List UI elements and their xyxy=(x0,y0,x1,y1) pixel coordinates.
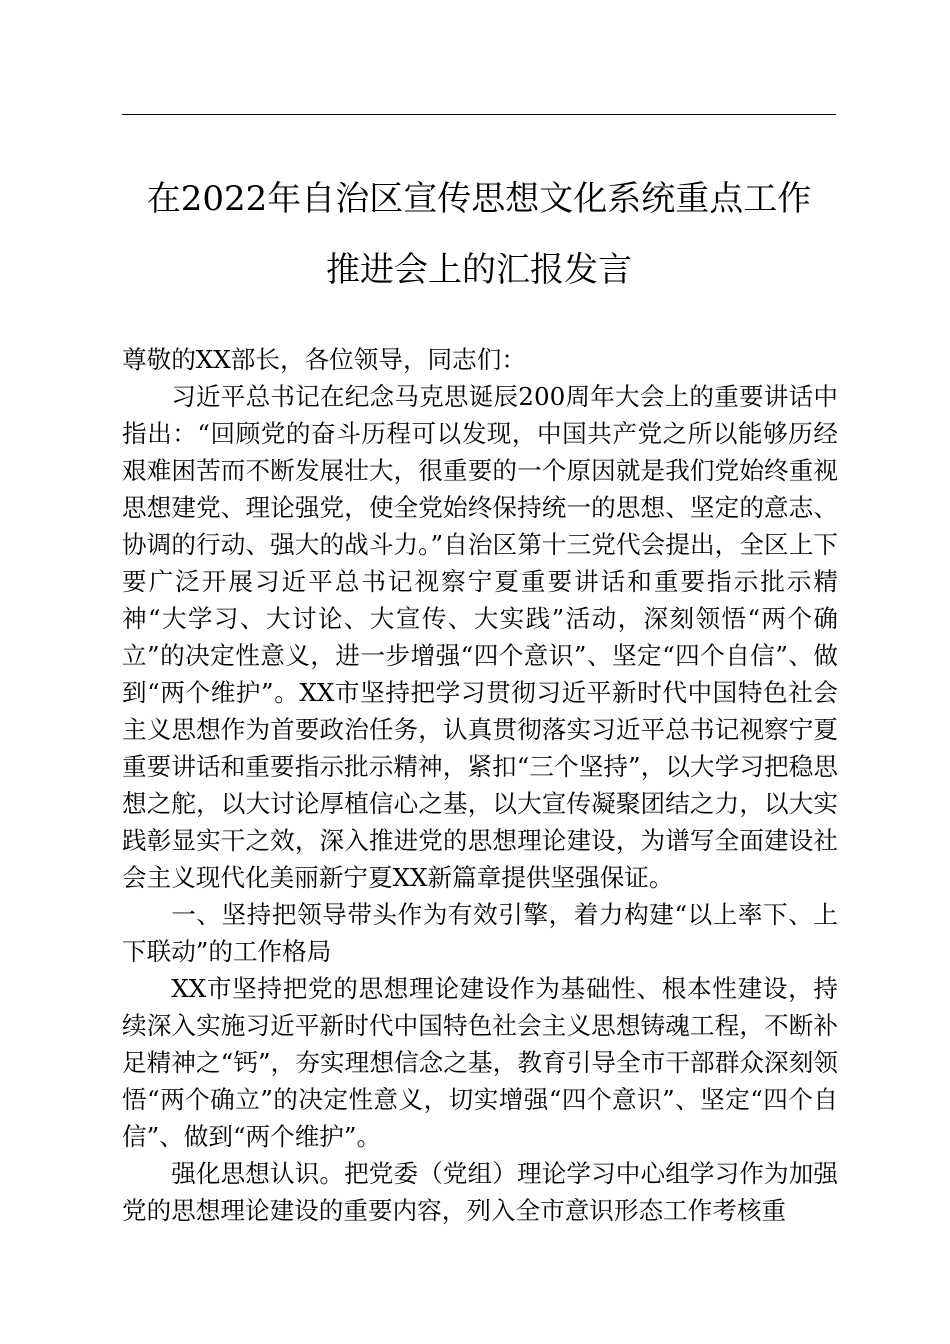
paragraph-thought-awareness: 强化思想认识。把党委（党组）理论学习中心组学习作为加强党的思想理论建设的重要内容，列入全市意识形态工作考核重 xyxy=(122,1159,838,1225)
header-rule xyxy=(122,114,836,115)
title-line-1: 在2022年自治区宣传思想文化系统重点工作 xyxy=(146,179,812,219)
paragraph-section-1: XX市坚持把党的思想理论建设作为基础性、根本性建设，持续深入实施习近平新时代中国特色社会主义思想铸魂工程，不断补足精神之“钙”，夯实理想信念之基，教育引导全市干部群众深刻领悟“两个确立”的决定性意义，切实增强“四个意识”、坚定“四个自信”、做到“两个维护”。 xyxy=(122,974,838,1151)
salutation: 尊敬的XX部长，各位领导，同志们： xyxy=(122,345,526,374)
title-line-2: 推进会上的汇报发言 xyxy=(326,250,632,290)
document-body xyxy=(122,341,838,1229)
section-heading-1: 一、坚持把领导带头作为有效引擎，着力构建“以上率下、上下联动”的工作格局 xyxy=(122,900,838,966)
paragraph-intro: 习近平总书记在纪念马克思诞辰200周年大会上的重要讲话中指出：“回顾党的奋斗历程可以发现，中国共产党之所以能够历经艰难困苦而不断发展壮大，很重要的一个原因就是我们党始终重视思想建党、理论强党，使全党始终保持统一的思想、坚定的意志、协调的行动、强大的战斗力。”自治区第十三党代会提出，全区上下要广泛开展习近平总书记视察宁夏重要讲话和重要指示批示精神“大学习、大讨论、大宣传、大实践”活动，深刻领悟“两个确立”的决定性意义，进一步增强“四个意识”、坚定“四个自信”、做到“两个维护”。XX市坚持把学习贯彻习近平新时代中国特色社会主义思想作为首要政治任务，认真贯彻落实习近平总书记视察宁夏重要讲话和重要指示批示精神，紧扣“三个坚持”，以大学习把稳思想之舵，以大讨论厚植信心之基，以大宣传凝聚团结之力，以大实践彰显实干之效，深入推进党的思想理论建设，为谱写全面建设社会主义现代化美丽新宁夏XX新篇章提供坚强保证。 xyxy=(122,382,838,892)
